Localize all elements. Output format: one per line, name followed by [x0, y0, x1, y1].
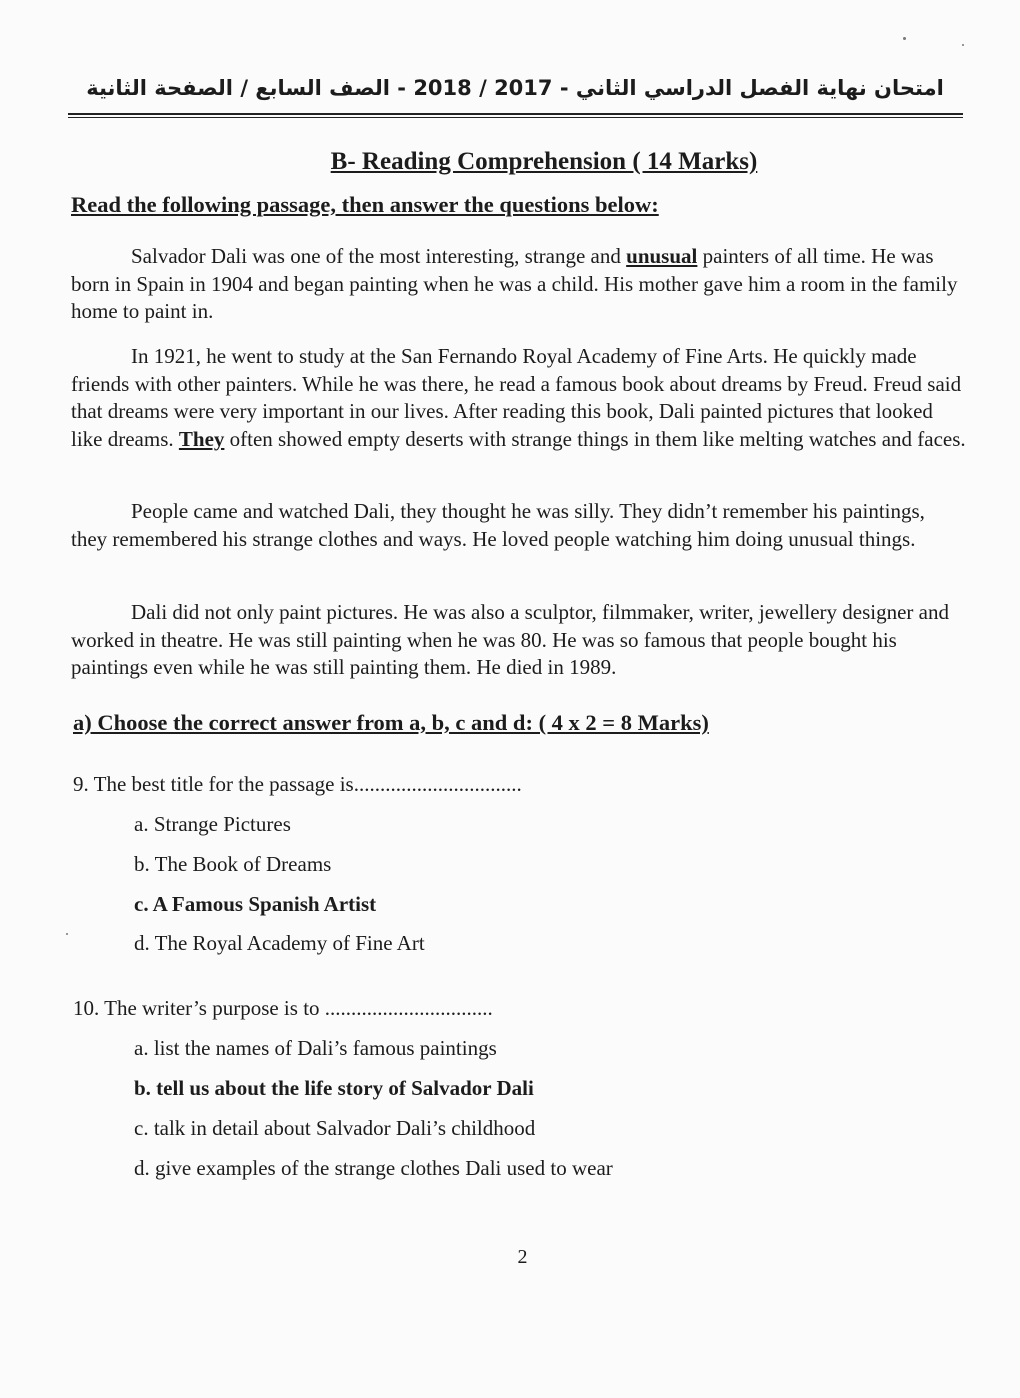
passage-paragraph-4: Dali did not only paint pictures. He was also a sculptor, filmmaker, writer, jewellery designer and worked in theatre. He was still painting when he was 80. He was so famous that people bought his paintings even while he was still painting them. He died in 1989.	[71, 600, 949, 679]
header-divider	[68, 113, 963, 118]
q10-option-b: b. tell us about the life story of Salvador Dali	[134, 1076, 534, 1100]
keyword-they: They	[178, 426, 225, 451]
q9-option-c: c. A Famous Spanish Artist	[134, 892, 377, 916]
scan-speck	[962, 44, 964, 46]
q9-option-b: b. The Book of Dreams	[134, 852, 332, 876]
q10-option-a: a. list the names of Dali’s famous paintings	[134, 1036, 497, 1060]
keyword-unusual: unusual	[626, 244, 698, 268]
passage-paragraph-1: Salvador Dali was one of the most interesting, strange and unusual painters of all time. He was born in Spain in 1904 and began painting when he was a child. His mother gave him a room in the family home to paint in.	[71, 244, 958, 323]
q9-option-a: a. Strange Pictures	[134, 812, 291, 836]
q10-option-d: d. give examples of the strange clothes Dali used to wear	[134, 1156, 613, 1180]
q10-option-c: c. talk in detail about Salvador Dali’s childhood	[134, 1116, 536, 1140]
passage-paragraph-2: In 1921, he went to study at the San Fernando Royal Academy of Fine Arts. He quickly made friends with other painters. While he was there, he read a famous book about dreams by Freud. Freud said that dreams were very important in our lives. After reading this book, Dali painted pictures that looked like dreams. They often showed empty deserts with strange things in them like melting watches and faces.	[71, 344, 966, 451]
reading-instruction: Read the following passage, then answer the questions below:	[71, 192, 659, 217]
passage-paragraph-3: People came and watched Dali, they thought he was silly. They didn’t remember his paintings, they remembered his strange clothes and ways. He loved people watching him doing unusual things.	[71, 499, 925, 551]
question-9: 9. The best title for the passage is................................	[73, 772, 522, 796]
question-10: 10. The writer’s purpose is to ................................	[73, 996, 493, 1020]
scan-speck	[903, 37, 906, 40]
section-title: B- Reading Comprehension ( 14 Marks)	[330, 148, 758, 175]
q9-option-d: d. The Royal Academy of Fine Art	[134, 931, 425, 955]
part-a-heading: a) Choose the correct answer from a, b, c and d: ( 4 x 2 = 8 Marks)	[73, 710, 709, 735]
exam-header: امتحان نهاية الفصل الدراسي الثاني - 2017 / 2018 - الصف السابع / الصفحة الثانية	[86, 76, 944, 100]
page-number: 2	[517, 1246, 528, 1268]
scan-speck	[66, 933, 68, 935]
